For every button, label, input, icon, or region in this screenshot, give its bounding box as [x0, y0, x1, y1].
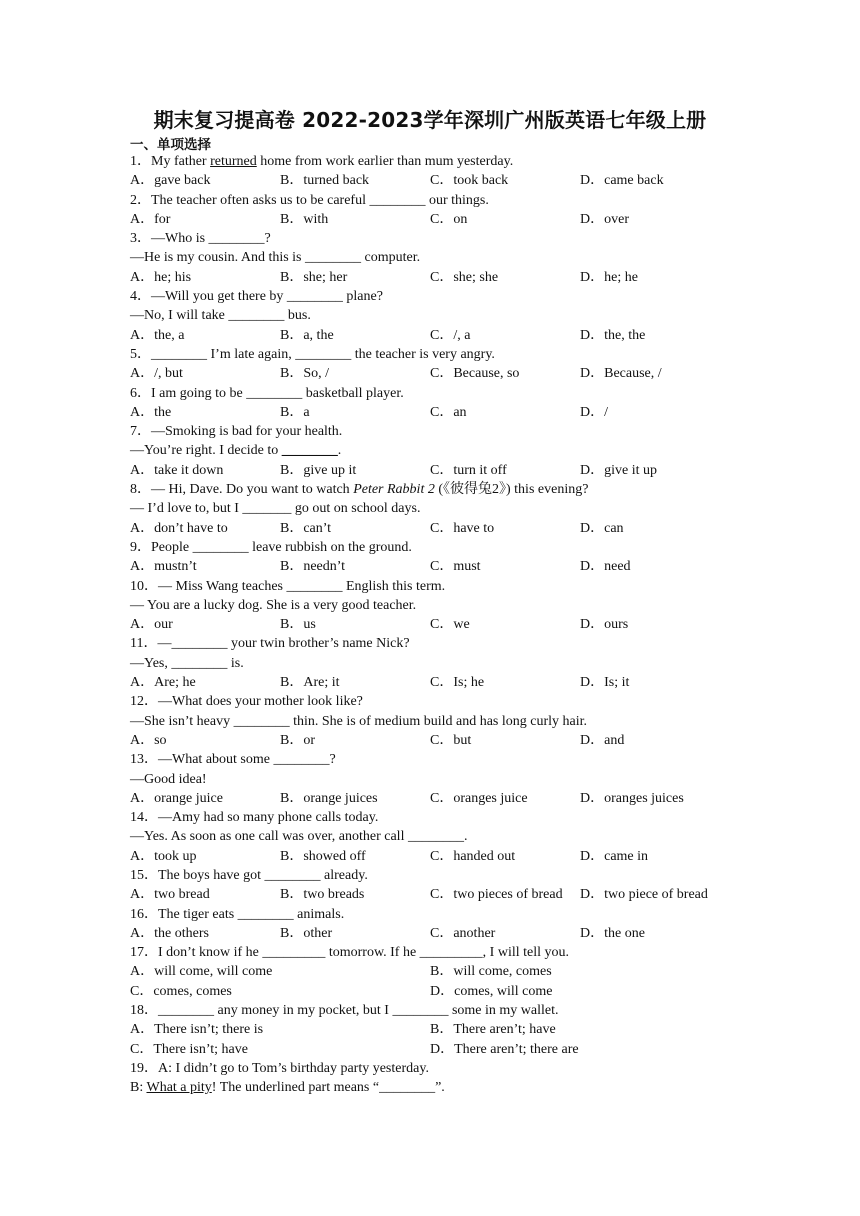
option-a: A．for — [130, 211, 171, 227]
stem-text: 3．—Who is ________? — [130, 231, 271, 247]
underlined-text: What a pity — [146, 1080, 212, 1096]
options-row — [130, 171, 750, 190]
option-d: D．oranges juices — [580, 790, 684, 806]
option-d: D．comes, will come — [430, 983, 553, 999]
options-row — [130, 210, 750, 229]
option-c: C．have to — [430, 520, 495, 536]
page-title: 期末复习提高卷 2022-2023学年深圳广州版英语七年级上册 — [153, 108, 707, 132]
question-stem — [130, 422, 750, 441]
question-stem-line — [130, 1078, 750, 1097]
option-a: A．There isn’t; there is — [130, 1022, 264, 1038]
option-b: B．a, the — [280, 327, 334, 343]
option-a: A．our — [130, 617, 173, 633]
question-stem — [130, 750, 750, 769]
option-c: C．two pieces of bread — [430, 887, 563, 903]
option-c: C．Because, so — [430, 366, 520, 382]
option-c: C．There isn’t; have — [130, 1041, 248, 1057]
question-stem-line — [130, 441, 750, 460]
options-row — [130, 326, 750, 345]
options-row — [130, 847, 750, 866]
stem-text: 2．The teacher often asks us to be careful ________ our things. — [130, 192, 489, 208]
stem-text: 7．—Smoking is bad for your health. — [130, 424, 343, 440]
option-b: B．other — [280, 925, 333, 941]
question-stem — [130, 287, 750, 306]
underlined-text: returned — [210, 154, 257, 169]
option-d: D．give it up — [580, 462, 657, 478]
question-stem-line — [130, 712, 750, 731]
stem-text: 6．I am going to be ________ basketball player. — [130, 385, 404, 401]
options-row — [130, 1040, 750, 1059]
option-d: D．the, the — [580, 327, 646, 343]
stem-text: —Yes, ________ is. — [130, 655, 244, 671]
question-stem — [130, 191, 750, 210]
option-d: D．There aren’t; there are — [430, 1041, 579, 1057]
question-stem — [130, 692, 750, 711]
stem-text: 5．________ I’m late again, ________ the teacher is very angry. — [130, 346, 495, 362]
stem-text: 14．—Amy had so many phone calls today. — [130, 810, 379, 826]
question-stem — [130, 538, 750, 557]
stem-text: —She isn’t heavy ________ thin. She is of medium build and has long curly hair. — [130, 713, 588, 729]
option-d: D．and — [580, 732, 625, 748]
option-a: A．mustn’t — [130, 559, 197, 575]
options-row — [130, 924, 750, 943]
stem-text: — You are a lucky dog. She is a very good teacher. — [130, 597, 417, 613]
options-row — [130, 615, 750, 634]
option-c: C．on — [430, 211, 468, 227]
option-b: B．two breads — [280, 887, 365, 903]
stem-text: —He is my cousin. And this is ________ computer. — [130, 250, 421, 266]
question-stem-line — [130, 499, 750, 518]
option-a: A．he; his — [130, 269, 192, 285]
option-b: B．with — [280, 211, 329, 227]
stem-text: 8．— Hi, Dave. Do you want to watch — [130, 482, 354, 498]
option-d: D．Is; it — [580, 675, 630, 691]
option-b: B．can’t — [280, 520, 332, 536]
option-a: A．orange juice — [130, 790, 223, 806]
question-stem-line — [130, 654, 750, 673]
option-c: C．turn it off — [430, 462, 507, 478]
question-stem — [130, 1001, 750, 1020]
stem-text: home from work earlier than mum yesterday. — [256, 154, 514, 169]
option-c: C．another — [430, 925, 496, 941]
question-stem — [130, 229, 750, 248]
option-a: A．took up — [130, 848, 197, 864]
italic-title: Peter Rabbit 2 — [353, 482, 435, 498]
stem-text: —Yes. As soon as one call was over, another call ________. — [130, 829, 468, 845]
stem-text: 15．The boys have got ________ already. — [130, 867, 368, 883]
question-stem-line — [130, 248, 750, 267]
option-d: D．came in — [580, 848, 649, 864]
option-a: A．will come, will come — [130, 964, 273, 980]
stem-text: 11．—________ your twin brother’s name Nick? — [130, 636, 410, 652]
option-c: C．/, a — [430, 327, 471, 343]
stem-text: 17．I don’t know if he _________ tomorrow. If he _________, I will tell you. — [130, 945, 570, 961]
options-row — [130, 519, 750, 538]
option-c: C．an — [430, 404, 467, 420]
option-d: D．need — [580, 559, 631, 575]
options-row — [130, 403, 750, 422]
stem-text: 19．A: I didn’t go to Tom’s birthday party yesterday. — [130, 1060, 429, 1076]
option-c: C．must — [430, 559, 481, 575]
option-b: B．So, / — [280, 366, 330, 382]
question-stem — [130, 866, 750, 885]
option-b: B．give up it — [280, 462, 357, 478]
option-b: B．needn’t — [280, 559, 346, 575]
option-d: D．/ — [580, 404, 608, 420]
question-stem — [130, 905, 750, 924]
stem-text: —Good idea! — [130, 771, 207, 787]
option-d: D．over — [580, 211, 629, 227]
options-row — [130, 268, 750, 287]
option-b: B．There aren’t; have — [430, 1022, 556, 1038]
stem-text: 16．The tiger eats ________ animals. — [130, 906, 345, 922]
question-stem — [130, 1059, 750, 1078]
stem-text: 10．— Miss Wang teaches ________ English this term. — [130, 578, 446, 594]
option-a: A．two bread — [130, 887, 210, 903]
option-a: A．/, but — [130, 366, 183, 382]
options-row — [130, 982, 750, 1001]
question-stem — [130, 808, 750, 827]
stem-text: (《彼得兔2》) this evening? — [434, 482, 589, 498]
question-stem-line — [130, 596, 750, 615]
stem-text: . — [337, 443, 342, 459]
question-stem — [130, 345, 750, 364]
question-stem-line — [130, 827, 750, 846]
question-stem — [130, 480, 750, 499]
stem-text: 9．People ________ leave rubbish on the ground. — [130, 539, 412, 555]
options-row — [130, 557, 750, 576]
option-c: C．comes, comes — [130, 983, 232, 999]
option-b: B．a — [280, 404, 310, 420]
option-b: B．Are; it — [280, 675, 340, 691]
stem-text: B: — [130, 1080, 147, 1096]
option-a: A．don’t have to — [130, 520, 228, 536]
option-d: D．two piece of bread — [580, 887, 708, 903]
option-c: C．handed out — [430, 848, 516, 864]
stem-text: —No, I will take ________ bus. — [130, 308, 311, 324]
stem-text: —You’re right. I decide to — [130, 443, 282, 459]
options-row — [130, 885, 750, 904]
option-c: C．but — [430, 732, 472, 748]
stem-text: — I’d love to, but I _______ go out on school days. — [130, 501, 421, 517]
option-a: A．the, a — [130, 327, 185, 343]
stem-text: 12．—What does your mother look like? — [130, 694, 363, 710]
question-stem-line — [130, 306, 750, 325]
option-b: B．she; her — [280, 269, 348, 285]
option-a: A．the others — [130, 925, 209, 941]
option-b: B．orange juices — [280, 790, 378, 806]
option-b: B．showed off — [280, 848, 366, 864]
section-heading: 一、单项选择 — [130, 137, 211, 153]
option-b: B．us — [280, 617, 316, 633]
option-c: C．she; she — [430, 269, 499, 285]
option-a: A．so — [130, 732, 167, 748]
option-b: B．turned back — [280, 173, 370, 189]
options-row — [130, 1020, 750, 1039]
options-row — [130, 461, 750, 480]
stem-text: 18．________ any money in my pocket, but I ________ some in my wallet. — [130, 1003, 559, 1019]
stem-text: 1．My father — [130, 154, 211, 169]
option-a: A．the — [130, 404, 172, 420]
question-stem — [130, 943, 750, 962]
question-list — [130, 152, 750, 1098]
stem-text: 4．—Will you get there by ________ plane? — [130, 289, 383, 305]
option-c: C．took back — [430, 173, 509, 189]
option-c: C．we — [430, 617, 470, 633]
options-row — [130, 789, 750, 808]
option-d: D．he; he — [580, 269, 638, 285]
question-stem — [130, 152, 750, 171]
option-a: A．gave back — [130, 173, 211, 189]
question-stem — [130, 577, 750, 596]
question-stem — [130, 384, 750, 403]
option-d: D．ours — [580, 617, 629, 633]
options-row — [130, 673, 750, 692]
option-d: D．Because, / — [580, 366, 662, 382]
question-stem-line — [130, 770, 750, 789]
option-a: A．take it down — [130, 462, 224, 478]
option-c: C．oranges juice — [430, 790, 528, 806]
options-row — [130, 731, 750, 750]
options-row — [130, 364, 750, 383]
option-a: A．Are; he — [130, 675, 196, 691]
options-row — [130, 962, 750, 981]
stem-text: ! The underlined part means “________”. — [211, 1080, 445, 1096]
option-c: C．Is; he — [430, 675, 485, 691]
stem-text: 13．—What about some ________? — [130, 752, 336, 768]
option-b: B．or — [280, 732, 315, 748]
option-b: B．will come, comes — [430, 964, 552, 980]
option-d: D．came back — [580, 173, 664, 189]
option-d: D．the one — [580, 925, 645, 941]
question-stem — [130, 634, 750, 653]
underlined-text: ________ — [281, 443, 338, 459]
option-d: D．can — [580, 520, 624, 536]
